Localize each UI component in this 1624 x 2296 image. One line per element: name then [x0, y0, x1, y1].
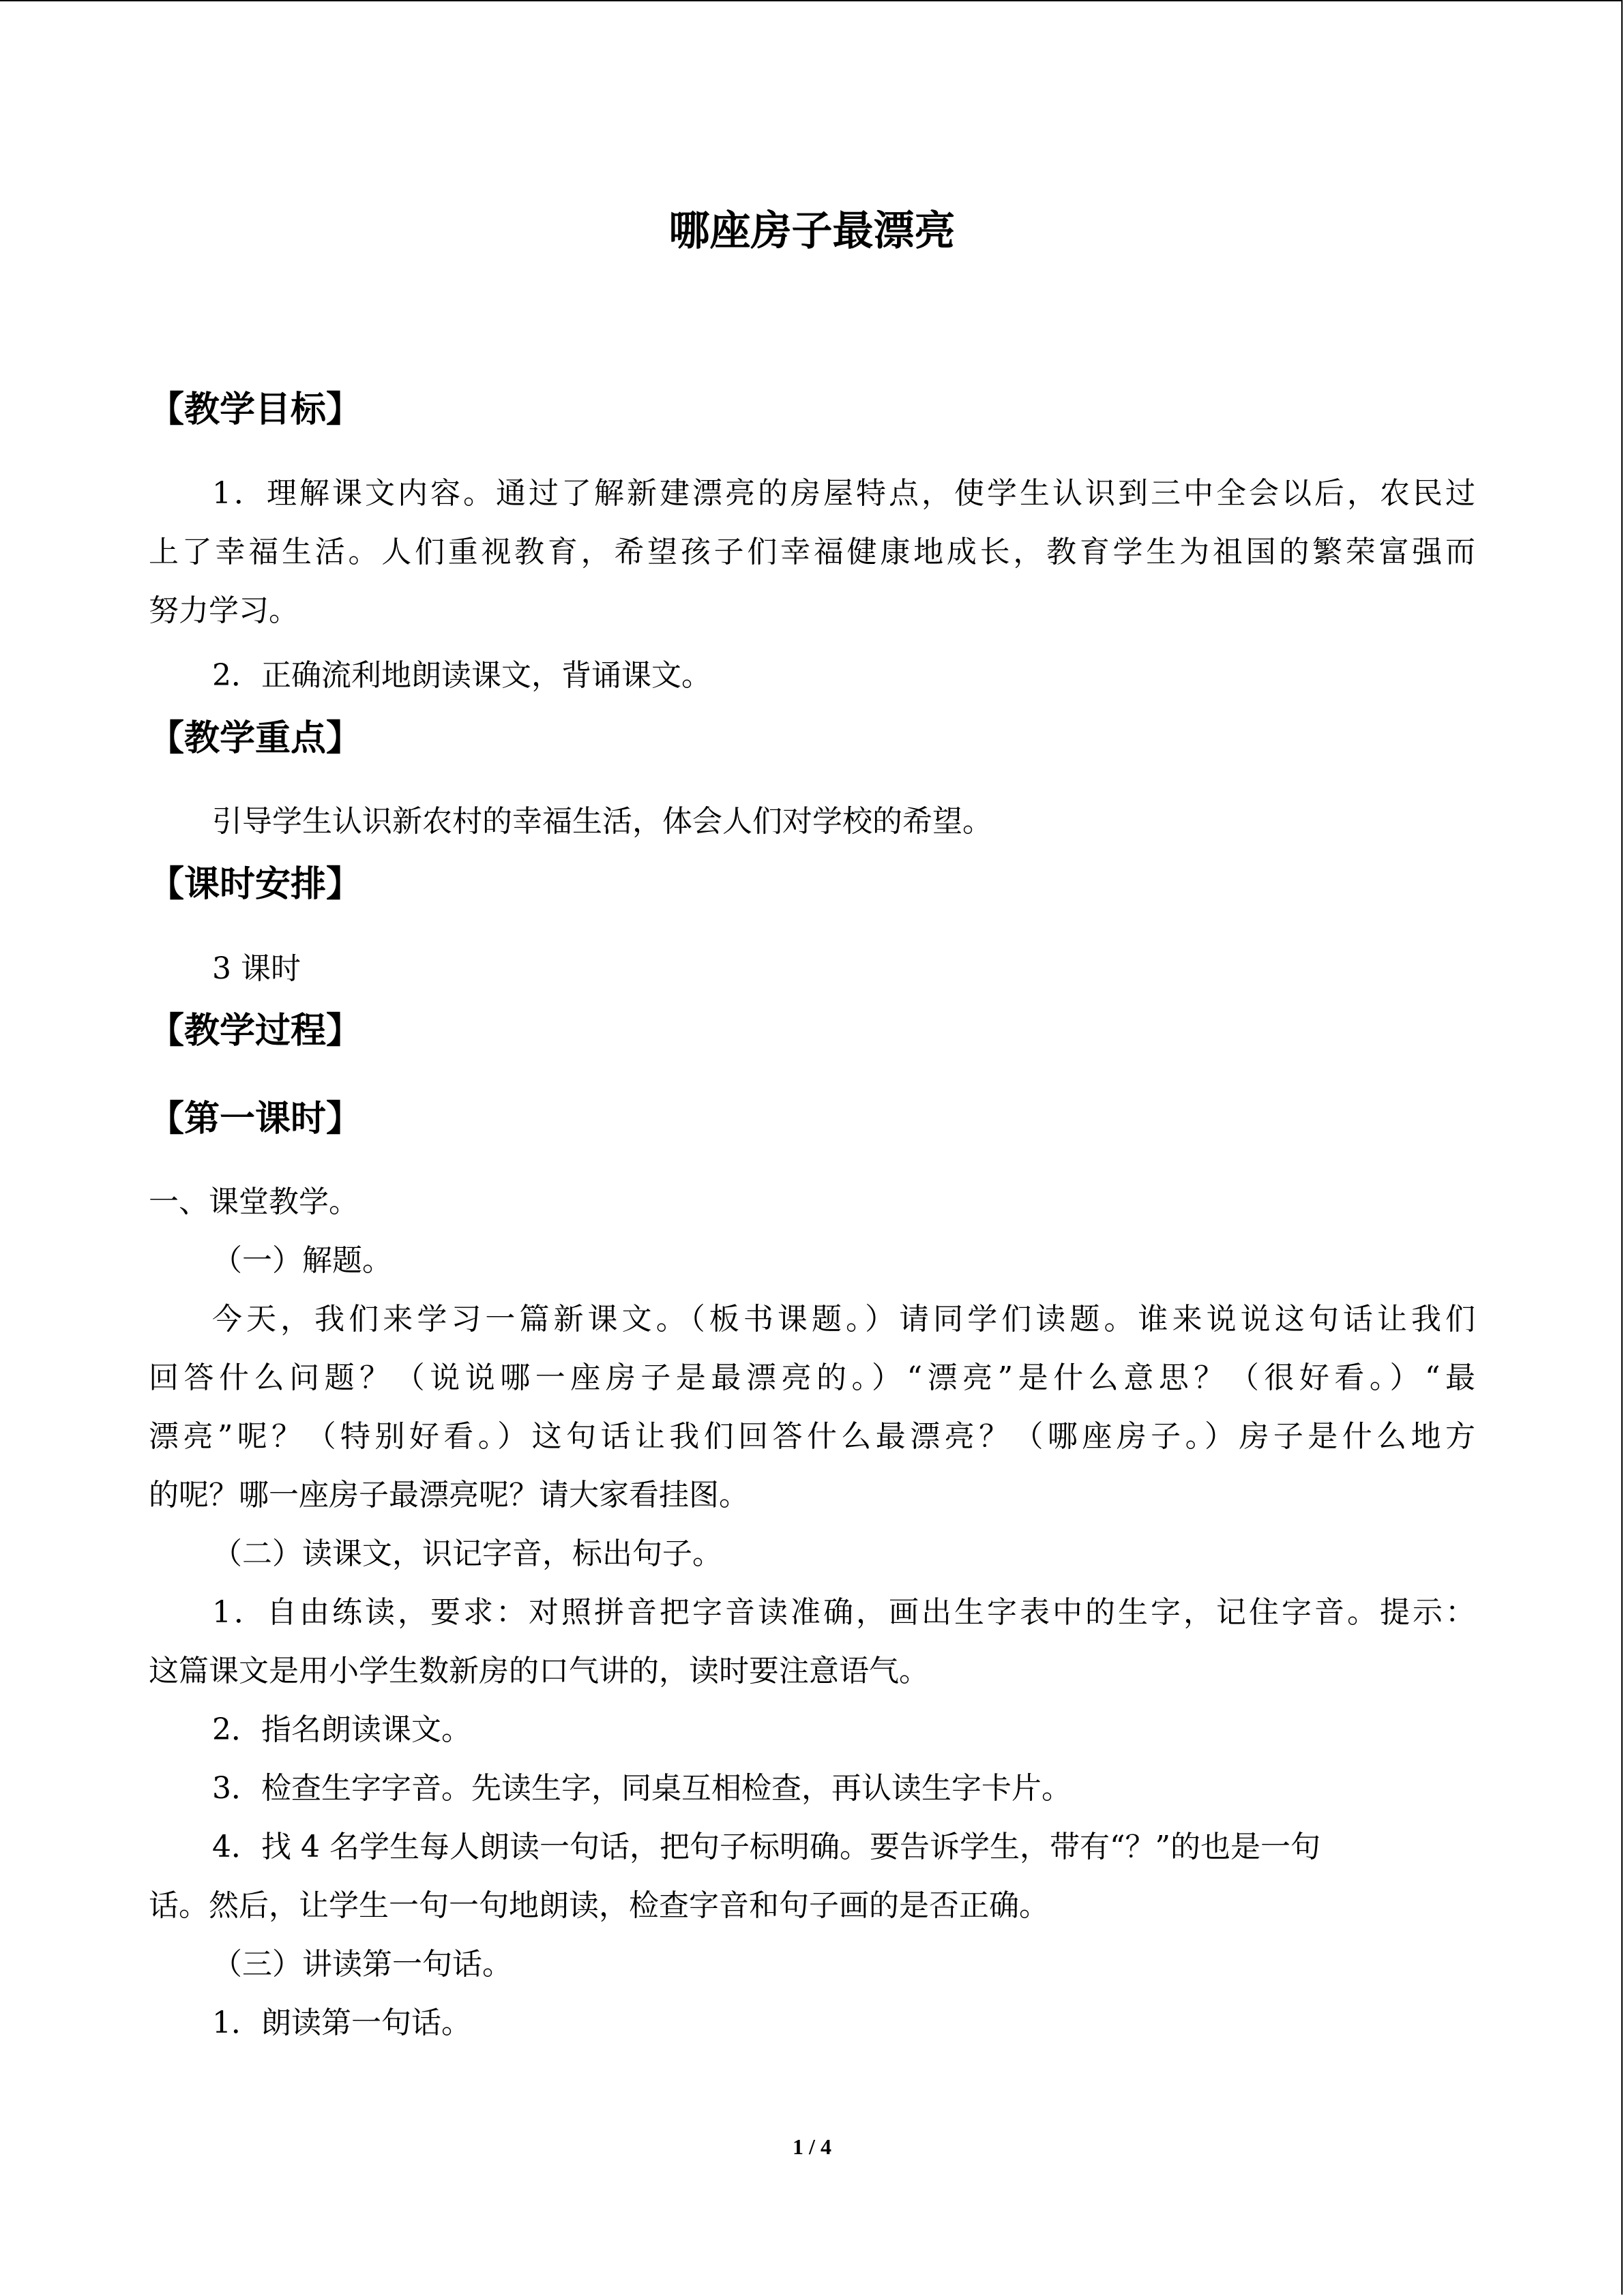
lesson1-intro-line3: 漂亮”呢？（特别好看。）这句话让我们回答什么最漂亮？（哪座房子。）房子是什么地方 — [149, 1419, 1475, 1454]
heading-schedule: 【课时安排】 — [149, 864, 362, 905]
lesson1-item1-line1: 1．自由练读，要求：对照拼音把字音读准确，画出生字表中的生字，记住字音。提示： — [212, 1595, 1475, 1630]
lesson1-item2: 2．指名朗读课文。 — [212, 1712, 471, 1747]
document-title: 哪座房子最漂亮 — [668, 207, 956, 255]
objectives-item1-line1: 1．理解课文内容。通过了解新建漂亮的房屋特点，使学生认识到三中全会以后，农民过 — [212, 476, 1475, 511]
objectives-item2: 2．正确流利地朗读课文，背诵课文。 — [212, 658, 711, 693]
page-number: 1 / 4 — [793, 2134, 831, 2159]
heading-lesson1: 【第一课时】 — [149, 1099, 362, 1139]
lesson1-item4-line2: 话。然后，让学生一句一句地朗读，检查字音和句子画的是否正确。 — [149, 1888, 1049, 1923]
lesson1-item3: 3．检查生字字音。先读生字，同桌互相检查，再认读生字卡片。 — [212, 1771, 1072, 1806]
lesson1-intro-line4: 的呢？哪一座房子最漂亮呢？请大家看挂图。 — [149, 1478, 749, 1512]
lesson1-part1: 一、课堂教学。 — [149, 1184, 359, 1219]
lesson1-intro-line1: 今天，我们来学习一篇新课文。（板书课题。）请同学们读题。谁来说说这句话让我们 — [212, 1302, 1475, 1337]
lesson1-sub1: （一）解题。 — [212, 1243, 392, 1278]
heading-objectives: 【教学目标】 — [149, 389, 362, 430]
lesson1-sub3-item1: 1．朗读第一句话。 — [212, 2006, 471, 2040]
key-points-text: 引导学生认识新农村的幸福生活，体会人们对学校的希望。 — [212, 804, 992, 839]
lesson1-item4-line1: 4．找 4 名学生每人朗读一句话，把句子标明确。要告诉学生，带有“？”的也是一句 — [212, 1830, 1320, 1864]
objectives-item1-line3: 努力学习。 — [149, 593, 299, 628]
heading-process: 【教学过程】 — [149, 1011, 362, 1052]
schedule-text: 3 课时 — [212, 951, 301, 986]
objectives-item1-line2: 上了幸福生活。人们重视教育，希望孩子们幸福健康地成长，教育学生为祖国的繁荣富强而 — [149, 535, 1475, 569]
heading-key-points: 【教学重点】 — [149, 718, 362, 759]
lesson1-sub2: （二）读课文，识记字音，标出句子。 — [212, 1536, 722, 1571]
lesson1-item1-line2: 这篇课文是用小学生数新房的口气讲的，读时要注意语气。 — [149, 1654, 929, 1688]
lesson1-intro-line2: 回答什么问题？（说说哪一座房子是最漂亮的。）“漂亮”是什么意思？（很好看。）“最 — [149, 1360, 1475, 1395]
lesson1-sub3: （三）讲读第一句话。 — [212, 1947, 512, 1982]
